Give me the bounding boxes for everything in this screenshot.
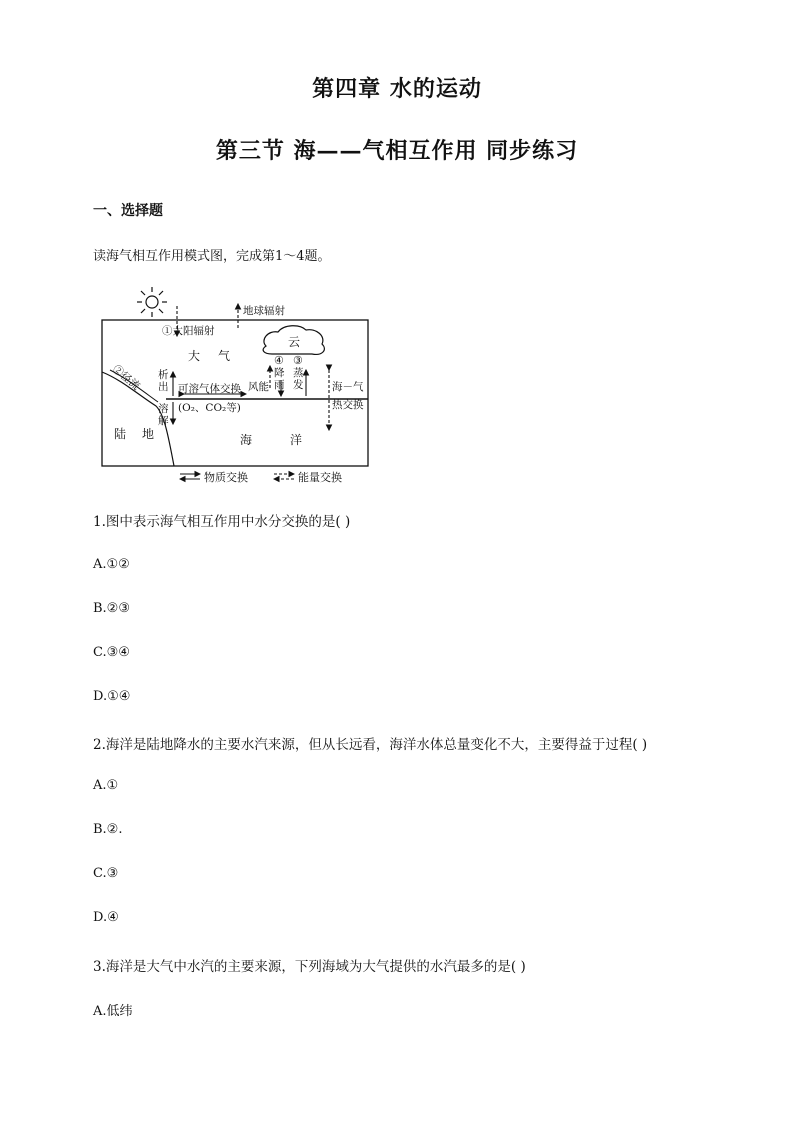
legend-energy (274, 470, 342, 484)
sun-icon (137, 287, 167, 317)
label-ocean-2: 洋 (290, 433, 303, 447)
label-land-1: 陆 (114, 427, 127, 441)
label-rain-1: 降 (274, 367, 285, 379)
question-1-option-d: D.①④ (93, 689, 131, 704)
sea-air-interaction-diagram (96, 284, 376, 494)
label-evap-2: 发 (293, 379, 304, 391)
label-heat-exchange: 热交换 (332, 399, 364, 411)
label-dissolve-2: 解 (158, 415, 169, 427)
label-gases: (O₂、CO₂等) (178, 402, 241, 414)
question-1-stem: 1.图中表示海气相互作用中水分交换的是( ) (93, 514, 351, 530)
question-2-stem: 2.海洋是陆地降水的主要水汽来源，但从长远看，海洋水体总量变化不大，主要得益于过程( ) (93, 737, 648, 753)
question-1-option-b: B.②③ (93, 601, 130, 616)
label-soluble-gas: 可溶气体交换 (178, 383, 241, 395)
chapter-title: 第四章 水的运动 (312, 76, 482, 102)
question-3-option-a: A.低纬 (93, 1004, 133, 1019)
question-2-option-b: B.②. (93, 822, 123, 837)
label-runoff: ②径流 (110, 363, 142, 393)
label-rain-2: 雨 (274, 379, 285, 391)
question-2-option-d: D.④ (93, 910, 119, 925)
label-solar-radiation: ①太阳辐射 (162, 325, 215, 337)
question-1-option-c: C.③④ (93, 645, 130, 660)
question-2-option-a: A.① (93, 778, 119, 793)
question-1-option-a: A.①② (93, 557, 130, 572)
legend-energy-label: 能量交换 (298, 471, 342, 484)
label-atmosphere-1: 大 (188, 349, 201, 363)
label-evap-1: 蒸 (293, 367, 304, 379)
legend-material (180, 470, 248, 484)
label-num3: ③ (293, 354, 303, 367)
label-ocean-1: 海 (240, 433, 253, 447)
label-precipitate-1: 析 (158, 369, 169, 381)
label-wind-energy: 风能 (248, 381, 269, 393)
question-2-option-c: C.③ (93, 866, 119, 881)
label-earth-radiation: 地球辐射 (243, 305, 285, 317)
question-3-stem: 3.海洋是大气中水汽的主要来源，下列海域为大气提供的水汽最多的是( ) (93, 959, 526, 975)
label-num4: ④ (274, 354, 284, 367)
label-precipitate-2: 出 (158, 381, 169, 393)
section-heading: 一、选择题 (93, 203, 163, 219)
label-atmosphere-2: 气 (218, 349, 231, 363)
label-dissolve-1: 溶 (158, 403, 169, 415)
label-sea-air: 海－气 (332, 381, 364, 393)
intro-text: 读海气相互作用模式图，完成第1～4题。 (93, 249, 331, 264)
legend-material-label: 物质交换 (204, 471, 248, 484)
label-land-2: 地 (142, 427, 155, 441)
label-cloud: 云 (288, 335, 301, 349)
section-title: 第三节 海——气相互作用 同步练习 (215, 138, 579, 164)
